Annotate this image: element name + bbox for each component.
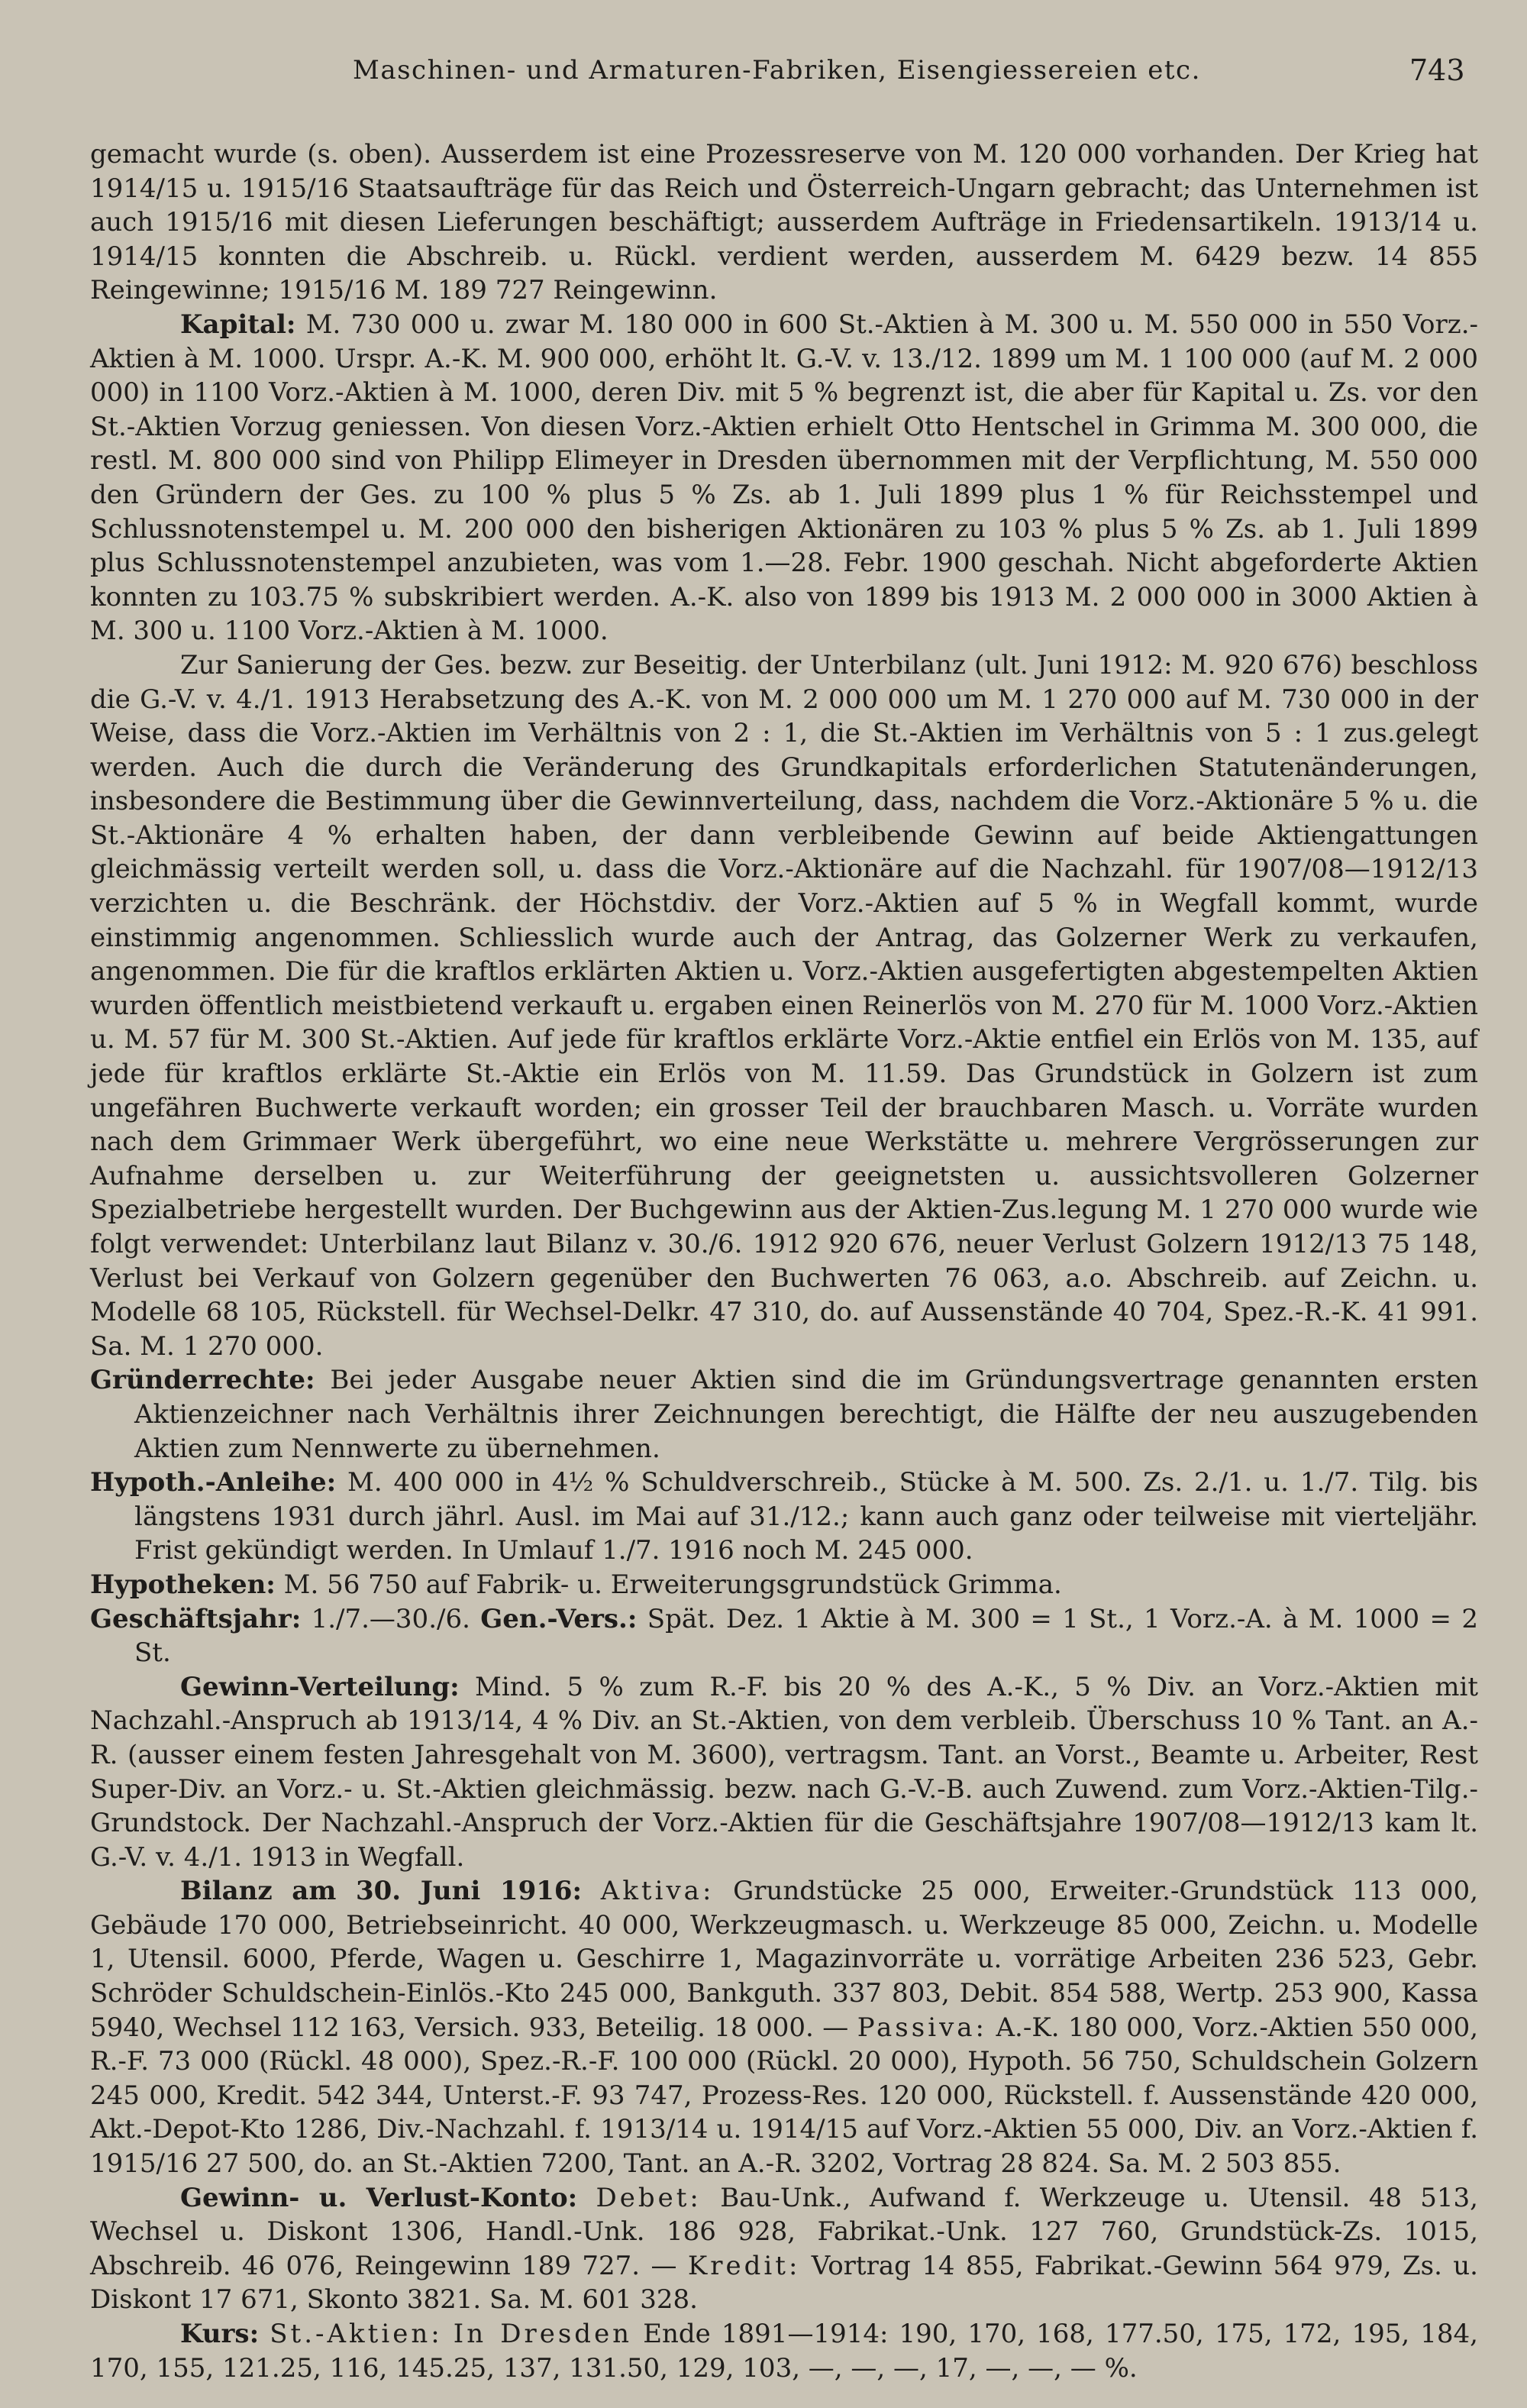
text-gen-vers: Spät. Dez. 1 Aktie à M. 300 = 1 St., 1 Vorz.-A. à M. 1000 = 2 St. [134,1603,1478,1669]
label-gewinn-verlust: Gewinn- u. Verlust-Konto: [180,2182,578,2213]
text-gewinn-verteilung: Mind. 5 % zum R.-F. bis 20 % des A.-K., 5 % Div. an Vorz.-Aktien mit Nachzahl.-Anspruch ab 1913/14, 4 % Div. an St.-Aktien, von dem verbleib. Überschuss 10 % Tant. an A.-R. (ausser einem festen Jahresgehalt von M. 3600), vertragsm. Tant. an Vorst., Beamte u. Arbeiter, Rest Super-Div. an Vorz.- u. St.-Aktien gleichmässig. bezw. nach G.-V.-B. auch Zuwend. zum Vorz.-Aktien-Tilg.-Grundstock. Der Nachzahl.-Anspruch der Vorz.-Aktien für die Geschäftsjahre 1907/08—1912/13 kam lt. G.-V. v. 4./1. 1913 in Wegfall. [90,1671,1478,1873]
label-in-dresden: In Dresden [453,2319,633,2349]
label-st-aktien: St.-Aktien: [270,2319,443,2349]
label-gruenderrechte: Gründerrechte: [90,1365,315,1396]
text-geschaeftsjahr: 1./7.—30./6. [311,1603,470,1634]
label-aktiva: Aktiva: [600,1876,715,1907]
paragraph-hypoth-anleihe [90,1466,1478,1568]
label-hypoth-anleihe: Hypoth.-Anleihe: [90,1467,337,1498]
text-aktiva: Grundstücke 25 000, Erweiter.-Grundstück 113 000, Gebäude 170 000, Betriebseinricht. 40 000, Werkzeugmasch. u. Werkzeuge 85 000, Zeichn. u. Modelle 1, Utensil. 6000, Pferde, Wagen u. Geschirre 1, Magazinvorräte u. vorrätige Arbeiten 236 523, Gebr. Schröder Schuldschein-Einlös.-Kto 245 000, Bankguth. 337 803, Debit. 854 588, Wertp. 253 900, Kassa 5940, Wechsel 112 163, Versich. 933, Beteilig. 18 000. — [90,1876,1478,2043]
page-number: 743 [1409,53,1465,87]
paragraph-sanierung: Zur Sanierung der Ges. bezw. zur Beseitig. der Unterbilanz (ult. Juni 1912: M. 920 676) beschloss die G.-V. v. 4./1. 1913 Herabsetzung des A.-K. von M. 2 000 000 um M. 1 270 000 auf M. 730 000 in der Weise, dass die Vorz.-Aktien im Verhältnis von 2 : 1, die St.-Aktien im Verhältnis von 5 : 1 zus.gelegt werden. Auch die durch die Veränderung des Grundkapitals erforderlichen Statutenänderungen, insbesondere die Bestimmung über die Gewinnverteilung, dass, nachdem die Vorz.-Aktionäre 5 % u. die St.-Aktionäre 4 % erhalten haben, der dann verbleibende Gewinn auf beide Aktiengattungen gleichmässig verteilt werden soll, u. dass die Vorz.-Aktionäre auf die Nachzahl. für 1907/08—1912/13 verzichten u. die Beschränk. der Höchstdiv. der Vorz.-Aktien auf 5 % in Wegfall kommt, wurde einstimmig angenommen. Schliesslich wurde auch der Antrag, das Golzerner Werk zu verkaufen, angenommen. Die für die kraftlos erklärten Aktien u. Vorz.-Aktien ausgefertigten abgestempelten Aktien wurden öffentlich meistbietend verkauft u. ergaben einen Reinerlös von M. 270 für M. 1000 Vorz.-Aktien u. M. 57 für M. 300 St.-Aktien. Auf jede für kraftlos erklärte Vorz.-Aktie entfiel ein Erlös von M. 135, auf jede für kraftlos erklärte St.-Aktie ein Erlös von M. 11.59. Das Grundstück in Golzern ist zum ungefähren Buchwerte verkauft worden; ein grosser Teil der brauchbaren Masch. u. Vorräte wurden nach dem Grimmaer Werk übergeführt, wo eine neue Werkstätte u. mehrere Vergrösserungen zur Aufnahme derselben u. zur Weiterführung der geeignetsten u. aussichtsvolleren Golzerner Spezialbetriebe hergestellt wurden. Der Buchgewinn aus der Aktien-Zus.legung M. 1 270 000 wurde wie folgt verwendet: Unterbilanz laut Bilanz v. 30./6. 1912 920 676, neuer Verlust Golzern 1912/13 75 148, Verlust bei Verkauf von Golzern gegenüber den Buchwerten 76 063, a.o. Abschreib. auf Zeichn. u. Modelle 68 105, Rückstell. für Wechsel-Delkr. 47 310, do. auf Aussenstände 40 704, Spez.-R.-K. 41 991. Sa. M. 1 270 000. [90,649,1478,1362]
paragraph-kurs [90,2317,1478,2385]
running-title: Maschinen- und Armaturen-Fabriken, Eisengiessereien etc. [353,55,1201,86]
label-kredit: Kredit: [687,2250,801,2281]
paragraph-bilanz [90,1874,1478,2180]
paragraph-gewinn-verlust [90,2181,1478,2317]
label-gen-vers: Gen.-Vers.: [480,1603,638,1634]
label-kapital: Kapital: [180,309,296,340]
text-hypoth-anleihe: M. 400 000 in 4½ % Schuldverschreib., Stücke à M. 500. Zs. 2./1. u. 1./7. Tilg. bis längstens 1931 durch jährl. Ausl. im Mai auf 31./12.; kann auch ganz oder teilweise mit vierteljähr. Frist gekündigt werden. In Umlauf 1./7. 1916 noch M. 245 000. [134,1467,1478,1566]
text-kapital: M. 730 000 u. zwar M. 180 000 in 600 St.-Aktien à M. 300 u. M. 550 000 in 550 Vorz.-Aktien à M. 1000. Urspr. A.-K. M. 900 000, erhöht lt. G.-V. v. 13./12. 1899 um M. 1 100 000 (auf M. 2 000 000) in 1100 Vorz.-Aktien à M. 1000, deren Div. mit 5 % begrenzt ist, die aber für Kapital u. Zs. vor den St.-Aktien Vorzug geniessen. Von diesen Vorz.-Aktien erhielt Otto Hentschel in Grimma M. 300 000, die restl. M. 800 000 sind von Philipp Elimeyer in Dresden übernommen mit der Verpflichtung, M. 550 000 den Gründern der Ges. zu 100 % plus 5 % Zs. ab 1. Juli 1899 plus 1 % für Reichsstempel und Schlussnotenstempel u. M. 200 000 den bisherigen Aktionären zu 103 % plus 5 % Zs. ab 1. Juli 1899 plus Schlussnotenstempel anzubieten, was vom 1.—28. Febr. 1900 geschah. Nicht abgeforderte Aktien konnten zu 103.75 % subskribiert werden. A.-K. also von 1899 bis 1913 M. 2 000 000 in 3000 Aktien à M. 300 u. 1100 Vorz.-Aktien à M. 1000. [90,309,1478,647]
paragraph-gruenderrechte [90,1363,1478,1466]
label-passiva: Passiva: [857,2012,988,2043]
label-gewinn-verteilung: Gewinn-Verteilung: [180,1671,460,1702]
text-hypotheken: M. 56 750 auf Fabrik- u. Erweiterungsgrundstück Grimma. [283,1569,1062,1600]
running-head [0,55,1527,101]
paragraph-hypotheken [90,1568,1478,1602]
text-passiva: A.-K. 180 000, Vorz.-Aktien 550 000, R.-F. 73 000 (Rückl. 48 000), Spez.-R.-F. 100 000 (Rückl. 20 000), Hypoth. 56 750, Schuldschein Golzern 245 000, Kredit. 542 344, Unterst.-F. 93 747, Prozess-Res. 120 000, Rückstell. f. Aussenstände 420 000, Akt.-Depot-Kto 1286, Div.-Nachzahl. f. 1913/14 u. 1914/15 auf Vorz.-Aktien 55 000, Div. an Vorz.-Aktien f. 1915/16 27 500, do. an St.-Aktien 7200, Tant. an A.-R. 3202, Vortrag 28 824. Sa. M. 2 503 855. [90,2012,1479,2180]
paragraph-gewinn-verteilung [90,1670,1478,1875]
label-kurs: Kurs: [180,2319,260,2349]
paragraph-kapital [90,308,1478,648]
text-kurs: Ende 1891—1914: 190, 170, 168, 177.50, 175, 172, 195, 184, 170, 155, 121.25, 116, 145.25, 137, 131.50, 129, 103, —, —, —, 17, —, —, — %. [90,2319,1478,2384]
paragraph-geschaeftsjahr [90,1602,1478,1670]
label-hypotheken: Hypotheken: [90,1569,276,1600]
text-gruenderrechte: Bei jeder Ausgabe neuer Aktien sind die im Gründungsvertrage genannten ersten Aktienzeichner nach Verhältnis ihrer Zeichnungen berechtigt, die Hälfte der neu auszugebenden Aktien zum Nennwerte zu übernehmen. [134,1365,1478,1464]
label-geschaeftsjahr: Geschäftsjahr: [90,1603,302,1634]
paragraph-intro: gemacht wurde (s. oben). Ausserdem ist eine Prozessreserve von M. 120 000 vorhanden. Der Krieg hat 1914/15 u. 1915/16 Staatsaufträge für das Reich und Österreich-Ungarn gebracht; das Unternehmen ist auch 1915/16 mit diesen Lieferungen beschäftigt; ausserdem Aufträge in Friedensartikeln. 1913/14 u. 1914/15 konnten die Abschreib. u. Rückl. verdient werden, ausserdem M. 6429 bezw. 14 855 Reingewinne; 1915/16 M. 189 727 Reingewinn. [90,139,1478,306]
label-bilanz: Bilanz am 30. Juni 1916: [180,1876,583,1907]
label-debet: Debet: [596,2182,702,2213]
text-kredit: Vortrag 14 855, Fabrikat.-Gewinn 564 979, Zs. u. Diskont 17 671, Skonto 3821. Sa. M. 601 328. [90,2250,1478,2316]
body-text [90,137,1478,2385]
text-debet: Bau-Unk., Aufwand f. Werkzeuge u. Utensil. 48 513, Wechsel u. Diskont 1306, Handl.-Unk. 186 928, Fabrikat.-Unk. 127 760, Grundstück-Zs. 1015, Abschreib. 46 076, Reingewinn 189 727. — [90,2182,1478,2281]
